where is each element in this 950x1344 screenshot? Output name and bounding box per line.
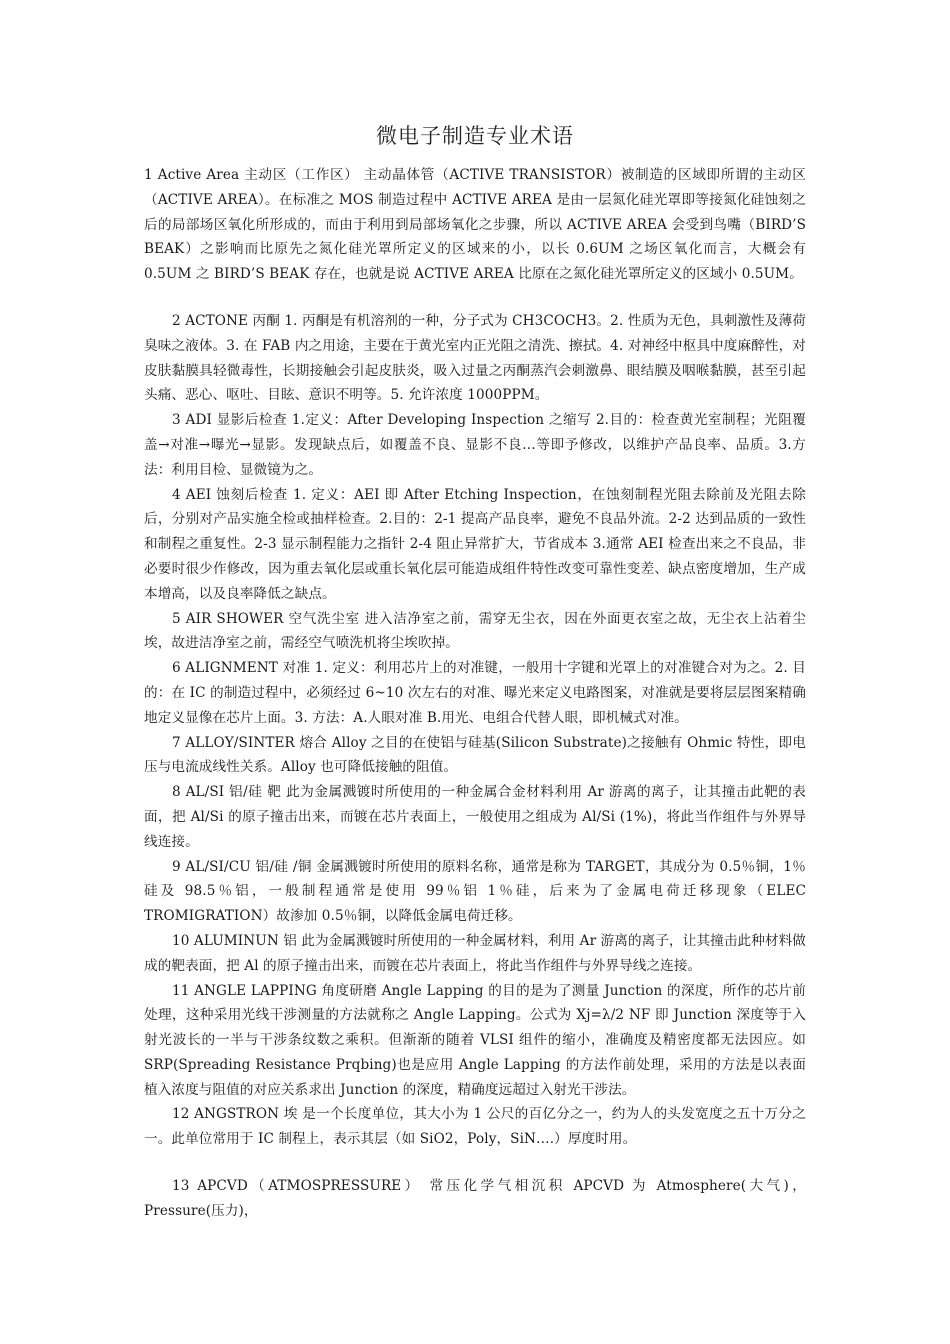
term-entry-1: 1 Active Area 主动区（工作区） 主动晶体管（ACTIVE TRANSISTOR）被制造的区域即所谓的主动区（ACTIVE AREA）。在标准之 MOS 制造过程中 ACTIVE AREA 是由一层氮化硅光罩即等接氮化硅蚀刻之后的局部场区氧化所形成的，而由于利用到局部场氧化之步骤，所以 ACTIVE AREA 会受到鸟嘴（BIRD’S BEAK）之影响而比原先之氮化硅光罩所定义的区域来的小，以长 0.6UM 之场区氧化而言，大概会有 0.5UM 之 BIRD’S BEAK 存在，也就是说 ACTIVE AREA 比原在之氮化硅光罩所定义的区域小 0.5UM。 xyxy=(144,167,806,283)
paragraph-gap xyxy=(144,1152,806,1174)
term-entry-2: 2 ACTONE 丙酮 1. 丙酮是有机溶剂的一种，分子式为 CH3COCH3。2. 性质为无色，具刺激性及薄荷臭味之液体。3. 在 FAB 内之用途，主要在于黄光室内正光阻之清洗、擦拭。4. 对神经中枢具中度麻醉性，对皮肤黏膜具轻微毒性，长期接触会引起皮肤炎，吸入过量之丙酮蒸汽会刺激鼻、眼结膜及咽喉黏膜，甚至引起头痛、恶心、呕吐、目眩、意识不明等。5. 允许浓度 1000PPM。 xyxy=(144,312,806,404)
term-entry-8: 8 AL/SI 铝/硅 靶 此为金属溅镀时所使用的一种金属合金材料利用 Ar 游离的离子，让其撞击此靶的表面，把 Al/Si 的原子撞击出来，而镀在芯片表面上，一般使用之组成为 Al/Si (1%)，将此当作组件与外界导线连接。 xyxy=(144,784,806,850)
term-entry-6: 6 ALIGNMENT 对准 1. 定义：利用芯片上的对准键，一般用十字键和光罩上的对准键合对为之。2. 目的：在 IC 的制造过程中，必须经过 6~10 次左右的对准、曝光来定义电路图案，对准就是要将层层图案精确地定义显像在芯片上面。3. 方法：A.人眼对准 B.用光、电组合代替人眼，即机械式对准。 xyxy=(144,660,806,726)
term-entry-4: 4 AEI 蚀刻后检查 1. 定义：AEI 即 After Etching Inspection，在蚀刻制程光阻去除前及光阻去除后，分别对产品实施全检或抽样检查。2.目的：2-1 提高产品良率，避免不良品外流。2-2 达到品质的一致性和制程之重复性。2-3 显示制程能力之指针 2-4 阻止异常扩大，节省成本 3.通常 AEI 检查出来之不良品，非必要时很少作修改，因为重去氧化层或重长氧化层可能造成组件特性改变可靠性变差、缺点密度增加，生产成本增高，以及良率降低之缺点。 xyxy=(144,486,806,602)
term-entry-11: 11 ANGLE LAPPING 角度研磨 Angle Lapping 的目的是为了测量 Junction 的深度，所作的芯片前处理，这种采用光线干涉测量的方法就称之 Angle Lapping。公式为 Xj=λ/2 NF 即 Junction 深度等于入射光波长的一半与干涉条纹数之乘积。但渐渐的随着 VLSI 组件的缩小，准确度及精密度都无法因应。如 SRP(Spreading Resistance Prqbing)也是应用 Angle Lapping 的方法作前处理，采用的方法是以表面植入浓度与阻值的对应关系求出 Junction 的深度，精确度远超过入射光干涉法。 xyxy=(144,982,806,1098)
document-body xyxy=(144,163,806,1224)
term-entry-9: 9 AL/SI/CU 铝/硅 /铜 金属溅镀时所使用的原料名称，通常是称为 TARGET，其成分为 0.5％铜，1％硅及 98.5％铝，一般制程通常是使用 99％铝 1％硅，后来为了金属电荷迁移现象（ELEC TROMIGRATION）故渗加 0.5％铜，以降低金属电荷迁移。 xyxy=(144,858,806,925)
term-entry-7: 7 ALLOY/SINTER 熔合 Alloy 之目的在使铝与硅基(Silicon Substrate)之接触有 Ohmic 特性，即电压与电流成线性关系。Alloy 也可降低接触的阻值。 xyxy=(144,734,806,776)
page-title: 微电子制造专业术语 xyxy=(376,124,574,148)
term-entry-3: 3 ADI 显影后检查 1.定义：After Developing Inspection 之缩写 2.目的：检查黄光室制程；光阻覆盖→对准→曝光→显影。发现缺点后，如覆盖不良、显影不良…等即予修改，以维护产品良率、品质。3.方法：利用目检、显微镜为之。 xyxy=(144,412,806,478)
term-entry-12: 12 ANGSTRON 埃 是一个长度单位，其大小为 1 公尺的百亿分之一，约为人的头发宽度之五十万分之一。此单位常用于 IC 制程上，表示其层（如 SiO2，Poly，SiN….）厚度时用。 xyxy=(144,1106,806,1148)
paragraph-gap xyxy=(144,287,806,309)
term-entry-5: 5 AIR SHOWER 空气洗尘室 进入洁净室之前，需穿无尘衣，因在外面更衣室之故，无尘衣上沾着尘埃，故进洁净室之前，需经空气喷洗机将尘埃吹掉。 xyxy=(144,610,806,652)
term-entry-13: 13 APCVD（ATMOSPRESSURE） 常压化学气相沉积 APCVD 为 Atmosphere(大气)，Pressure(压力)， xyxy=(144,1178,806,1219)
term-entry-10: 10 ALUMINUN 铝 此为金属溅镀时所使用的一种金属材料，利用 Ar 游离的离子，让其撞击此种材料做成的靶表面，把 Al 的原子撞击出来，而镀在芯片表面上，将此当作组件与外界导线之连接。 xyxy=(144,932,806,974)
